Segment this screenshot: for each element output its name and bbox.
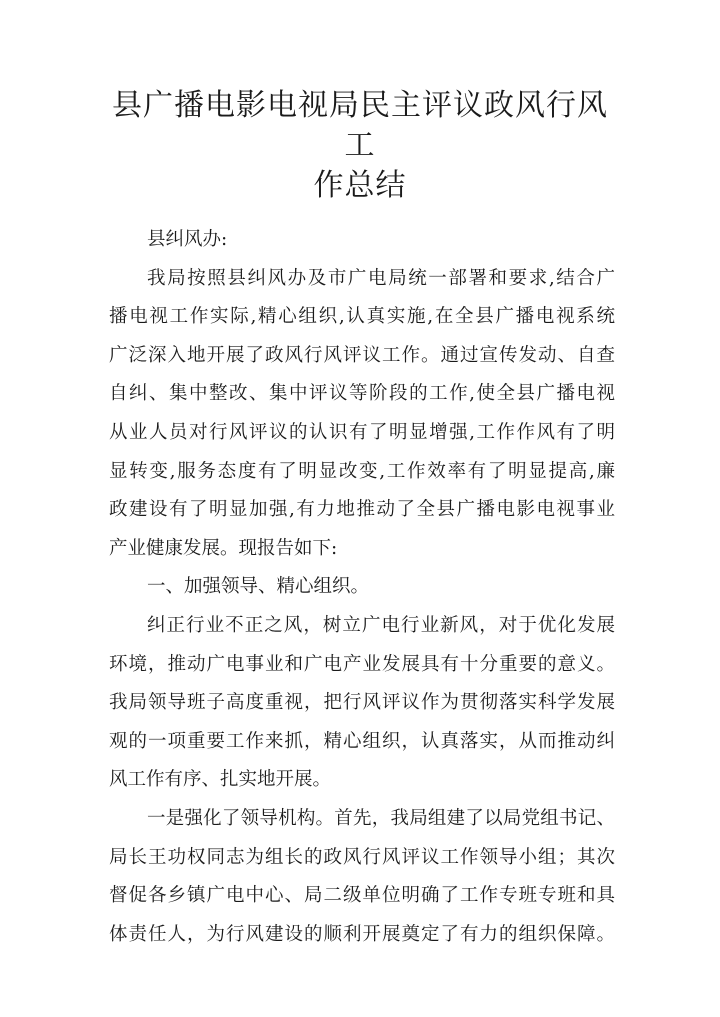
body-line: 一是强化了领导机构。首先，我局组建了以局党组书记、 xyxy=(147,807,615,829)
body-line: 纠正行业不正之风，树立广电行业新风，对于优化发展 xyxy=(147,614,615,636)
body-line: 风工作有序、扎实地开展。 xyxy=(109,769,332,791)
body-line: 产业健康发展。现报告如下: xyxy=(109,537,338,559)
body-line: 体责任人，为行风建设的顺利开展奠定了有力的组织保障。 xyxy=(109,923,615,945)
title-line-2: 作总结 xyxy=(313,168,407,203)
body-line: 我局按照县纠风办及市广电局统一部署和要求,结合广 xyxy=(147,267,615,289)
body-line: 局长王功权同志为组长的政风行风评议工作领导小组；其次 xyxy=(109,846,615,868)
body-line: 观的一项重要工作来抓，精心组织，认真落实，从而推动纠 xyxy=(109,730,615,752)
body-line: 自纠、集中整改、集中评议等阶段的工作,使全县广播电视 xyxy=(109,383,615,405)
title-line-1: 县广播电影电视局民主评议政风行风工 xyxy=(112,88,608,163)
body-line: 县纠风办: xyxy=(147,229,228,250)
body-line: 一、加强领导、精心组织。 xyxy=(147,576,370,598)
body-line: 广泛深入地开展了政风行风评议工作。通过宣传发动、自查 xyxy=(109,344,615,366)
body-line: 我局领导班子高度重视，把行风评议作为贯彻落实科学发展 xyxy=(109,692,615,714)
body-line: 显转变,服务态度有了明显改变,工作效率有了明显提高,廉 xyxy=(109,460,615,482)
document-title xyxy=(100,86,620,206)
body-line: 政建设有了明显加强,有力地推动了全县广播电影电视事业 xyxy=(109,499,615,521)
body-line: 从业人员对行风评议的认识有了明显增强,工作作风有了明 xyxy=(109,421,615,443)
body-line: 环境，推动广电事业和广电产业发展具有十分重要的意义。 xyxy=(109,653,615,675)
document-body xyxy=(109,221,615,954)
body-line: 督促各乡镇广电中心、局二级单位明确了工作专班专班和具 xyxy=(109,885,615,907)
body-line: 播电视工作实际,精心组织,认真实施,在全县广播电视系统 xyxy=(109,306,615,328)
